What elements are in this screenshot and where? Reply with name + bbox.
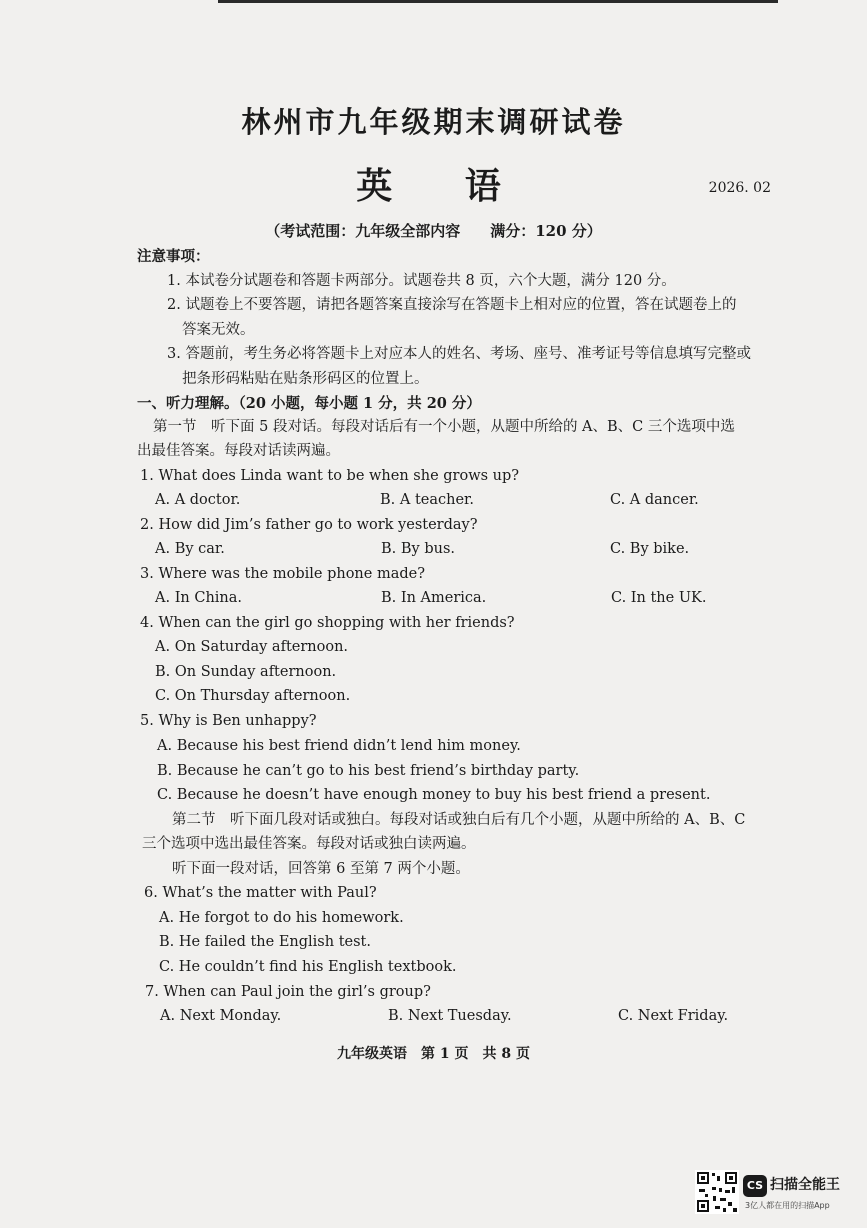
option-a: A. Because his best friend didn’t lend him money. bbox=[157, 738, 521, 754]
exam-date: 2026. 02 bbox=[708, 180, 771, 196]
option-c: C. A dancer. bbox=[610, 492, 699, 508]
option-a: A. On Saturday afternoon. bbox=[155, 639, 349, 655]
option-c: C. By bike. bbox=[610, 541, 690, 557]
option-b: B. In America. bbox=[381, 590, 487, 606]
question-stem: 5. Why is Ben unhappy? bbox=[140, 713, 317, 729]
part1-instructions: 出最佳答案。每段对话读两遍。 bbox=[137, 443, 340, 459]
note-item: 2. 试题卷上不要答题，请把各题答案直接涂写在答题卡上相对应的位置，答在试题卷上的 bbox=[167, 297, 737, 313]
section-heading: 一、听力理解。（20 小题，每小题 1 分，共 20 分） bbox=[137, 395, 481, 412]
option-b: B. Because he can’t go to his best friend’s birthday party. bbox=[157, 763, 580, 779]
option-b: B. By bus. bbox=[381, 541, 456, 557]
part2-instructions: 听下面一段对话，回答第 6 至第 7 两个小题。 bbox=[172, 861, 470, 877]
option-c: C. On Thursday afternoon. bbox=[155, 688, 351, 704]
scanner-app-name: 扫描全能王 bbox=[770, 1177, 840, 1193]
option-a: A. A doctor. bbox=[155, 492, 241, 508]
option-a: A. By car. bbox=[155, 541, 225, 557]
note-item: 3. 答题前，考生务必将答题卡上对应本人的姓名、考场、座号、准考证号等信息填写完整或 bbox=[167, 346, 751, 362]
option-c: C. Because he doesn’t have enough money to buy his best friend a present. bbox=[157, 787, 711, 803]
option-c: C. Next Friday. bbox=[618, 1008, 729, 1024]
option-c: C. He couldn’t find his English textbook. bbox=[159, 959, 457, 975]
question-stem: 7. When can Paul join the girl’s group? bbox=[145, 984, 431, 1000]
part2-instructions: 第二节 听下面几段对话或独白。每段对话或独白后有几个小题，从题中所给的 A、B、C bbox=[172, 812, 746, 828]
top-edge-line bbox=[218, 0, 778, 3]
option-b: B. A teacher. bbox=[380, 492, 474, 508]
part1-instructions: 第一节 听下面 5 段对话。每段对话后有一个小题，从题中所给的 A、B、C 三个选项中选 bbox=[153, 419, 735, 435]
option-b: B. On Sunday afternoon. bbox=[155, 664, 337, 680]
qr-code-icon bbox=[695, 1170, 739, 1214]
option-b: B. He failed the English test. bbox=[159, 934, 371, 950]
exam-title: 林州市九年级期末调研试卷 bbox=[241, 105, 626, 139]
option-a: A. Next Monday. bbox=[160, 1008, 282, 1024]
exam-scope: （考试范围：九年级全部内容 满分：120 分） bbox=[265, 222, 602, 240]
scanner-app-tagline: 3亿人都在用的扫描App bbox=[745, 1201, 830, 1210]
part2-instructions: 三个选项中选出最佳答案。每段对话或独白读两遍。 bbox=[142, 836, 476, 852]
question-stem: 4. When can the girl go shopping with her friends? bbox=[140, 615, 515, 631]
option-b: B. Next Tuesday. bbox=[388, 1008, 512, 1024]
question-stem: 1. What does Linda want to be when she grows up? bbox=[140, 468, 520, 484]
note-item: 1. 本试卷分试题卷和答题卡两部分。试题卷共 8 页，六个大题，满分 120 分。 bbox=[167, 273, 676, 289]
question-stem: 2. How did Jim’s father go to work yesterday? bbox=[140, 517, 478, 533]
exam-subject: 英 语 bbox=[356, 166, 531, 207]
notes-heading: 注意事项： bbox=[137, 248, 210, 265]
question-stem: 6. What’s the matter with Paul? bbox=[144, 885, 377, 901]
option-c: C. In the UK. bbox=[611, 590, 707, 606]
note-item: 把条形码粘贴在贴条形码区的位置上。 bbox=[182, 371, 429, 387]
option-a: A. He forgot to do his homework. bbox=[159, 910, 404, 926]
note-item: 答案无效。 bbox=[182, 322, 255, 338]
question-stem: 3. Where was the mobile phone made? bbox=[140, 566, 425, 582]
page-footer: 九年级英语 第 1 页 共 8 页 bbox=[337, 1046, 530, 1062]
option-a: A. In China. bbox=[155, 590, 243, 606]
cs-logo: CS bbox=[743, 1175, 767, 1197]
